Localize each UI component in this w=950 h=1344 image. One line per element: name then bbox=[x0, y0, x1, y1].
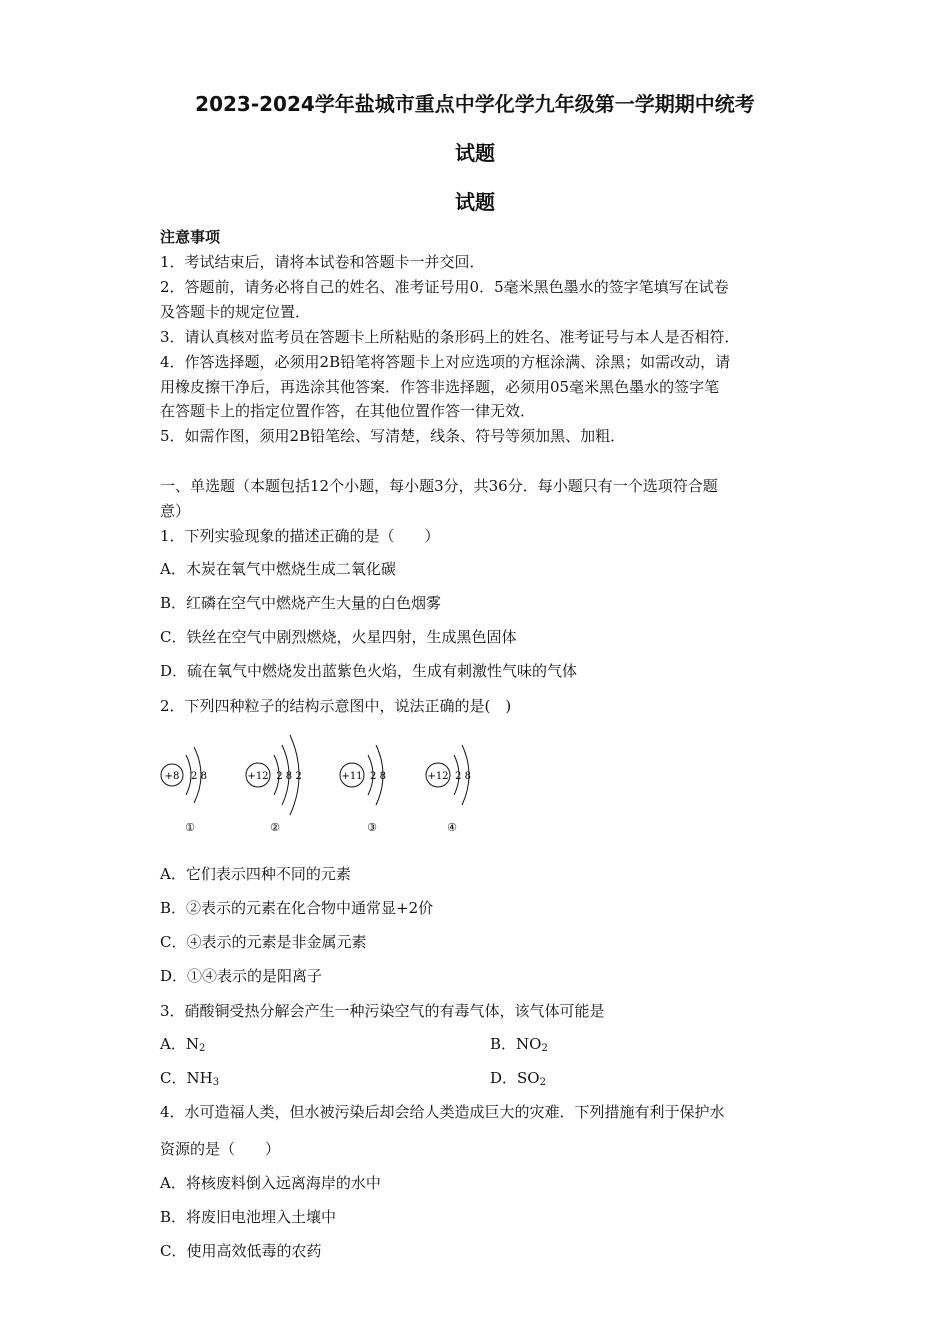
atomic-structure-diagram bbox=[150, 725, 490, 840]
q3-option-b-sub: 2 bbox=[541, 1043, 548, 1054]
particle-3-label: ③ bbox=[367, 821, 377, 834]
q3-option-c bbox=[160, 1066, 460, 1095]
particle-4-label: ④ bbox=[447, 821, 457, 834]
particle-3 bbox=[340, 745, 386, 834]
notes-line: 1．考试结束后，请将本试卷和答题卡一并交回． bbox=[160, 253, 485, 271]
section-heading-line2: 意） bbox=[160, 502, 191, 520]
exam-title-line1: 2023-2024学年盐城市重点中学化学九年级第一学期期中统考 bbox=[195, 92, 755, 116]
q2-stem: 2．下列四种粒子的结构示意图中，说法正确的是( ) bbox=[160, 697, 512, 715]
exam-title-line2: 试题 bbox=[455, 141, 495, 165]
q3-option-d-text: D．SO bbox=[490, 1069, 540, 1087]
particle-2-nucleus: +12 bbox=[247, 771, 269, 782]
q3-option-d-sub: 2 bbox=[539, 1077, 546, 1088]
q4-option-a: A．将核废料倒入远离海岸的水中 bbox=[160, 1174, 381, 1192]
particle-4-electrons: 2 8 bbox=[455, 771, 471, 782]
particle-3-electrons: 2 8 bbox=[370, 771, 386, 782]
notes-heading: 注意事项 bbox=[160, 228, 221, 246]
particle-1 bbox=[161, 747, 207, 834]
q4-stem-line1: 4．水可造福人类，但水被污染后却会给人类造成巨大的灾难．下列措施有利于保护水 bbox=[160, 1103, 725, 1121]
q3-option-a-sub: 2 bbox=[198, 1043, 206, 1054]
particle-3-nucleus: +11 bbox=[341, 771, 363, 782]
particle-2-label: ② bbox=[270, 821, 280, 834]
q1-option-b: B．红磷在空气中燃烧产生大量的白色烟雾 bbox=[160, 594, 442, 612]
q2-option-b: B．②表示的元素在化合物中通常显+2价 bbox=[160, 899, 434, 917]
q3-option-d bbox=[490, 1066, 546, 1095]
particle-4-nucleus: +12 bbox=[427, 771, 449, 782]
q2-option-a: A．它们表示四种不同的元素 bbox=[160, 865, 351, 883]
particle-1-nucleus: +8 bbox=[164, 771, 180, 782]
q3-option-a bbox=[160, 1032, 460, 1061]
q2-option-c: C．④表示的元素是非金属元素 bbox=[160, 933, 367, 951]
particle-1-label: ① bbox=[185, 821, 195, 834]
q1-option-c: C．铁丝在空气中剧烈燃烧，火星四射，生成黑色固体 bbox=[160, 628, 517, 646]
q3-option-c-text: C．NH bbox=[160, 1069, 213, 1087]
notes-line: 4．作答选择题，必须用2B铅笔将答题卡上对应选项的方框涂满、涂黑；如需改动，请 bbox=[160, 353, 731, 371]
particle-2-electrons: 2 8 2 bbox=[276, 771, 302, 782]
q1-stem: 1．下列实验现象的描述正确的是（ ） bbox=[160, 527, 440, 545]
section-heading-line1: 一、单选题（本题包括12个小题，每小题3分，共36分．每小题只有一个选项符合题 bbox=[160, 477, 718, 495]
q4-stem-line2: 资源的是（ ） bbox=[160, 1140, 281, 1158]
notes-line: 5．如需作图，须用2B铅笔绘、写清楚，线条、符号等须加黑、加粗． bbox=[160, 427, 626, 445]
notes-line: 3．请认真核对监考员在答题卡上所粘贴的条形码上的姓名、准考证号与本人是否相符． bbox=[160, 328, 740, 346]
q3-option-b bbox=[490, 1032, 548, 1061]
particle-4 bbox=[426, 745, 471, 834]
notes-line: 在答题卡上的指定位置作答，在其他位置作答一律无效． bbox=[160, 402, 536, 420]
notes-line: 及答题卡的规定位置． bbox=[160, 303, 311, 321]
particle-2 bbox=[246, 735, 302, 834]
q3-stem: 3．硝酸铜受热分解会产生一种污染空气的有毒气体，该气体可能是 bbox=[160, 1002, 605, 1020]
q1-option-d: D．硫在氧气中燃烧发出蓝紫色火焰，生成有刺激性气味的气体 bbox=[160, 662, 578, 680]
exam-title-line3: 试题 bbox=[455, 190, 495, 214]
q4-option-b: B．将废旧电池埋入土壤中 bbox=[160, 1208, 337, 1226]
notes-line: 2．答题前，请务必将自己的姓名、准考证号用0．5毫米黑色墨水的签字笔填写在试卷 bbox=[160, 278, 729, 296]
q3-option-a-text: A．N bbox=[160, 1035, 199, 1053]
q4-option-c: C．使用高效低毒的农药 bbox=[160, 1242, 322, 1260]
notes-line: 用橡皮擦干净后，再选涂其他答案．作答非选择题，必须用05毫米黑色墨水的签字笔 bbox=[160, 378, 720, 396]
q3-option-c-sub: 3 bbox=[212, 1077, 220, 1088]
q2-option-d: D．①④表示的是阳离子 bbox=[160, 967, 323, 985]
q3-option-b-text: B．NO bbox=[490, 1035, 542, 1053]
particle-1-electrons: 2 8 bbox=[191, 771, 207, 782]
q1-option-a: A．木炭在氧气中燃烧生成二氧化碳 bbox=[160, 560, 396, 578]
